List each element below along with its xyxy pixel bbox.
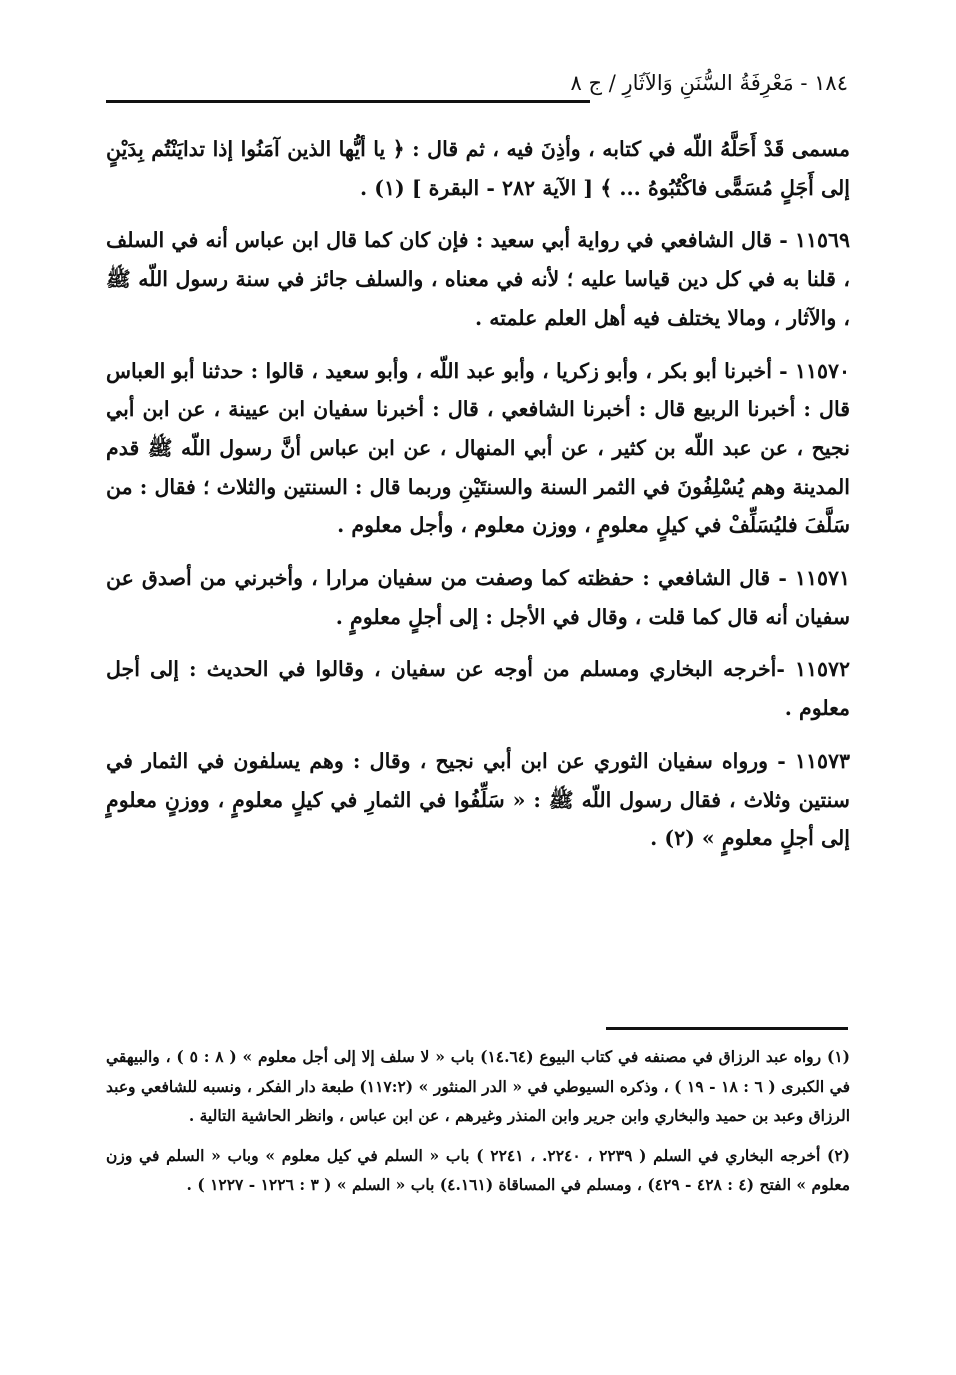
paragraph-11572: ١١٥٧٢ -أخرجه البخاري ومسلم من أوجه عن سفيان ، وقالوا في الحديث : إلى أجل معلوم . — [106, 657, 850, 721]
header-rule — [106, 100, 590, 103]
paragraph-quran-verse: مسمى قَدْ أَحَلَّهُ اللّه في كتابه ، وأذِنَ فيه ، ثم قال : ﴿ يا أيُّها الذين آمَنُوا إذا تدايَنْتُم بِدَيْنٍ إلى أَجَلٍ مُسَمًّى فاكْتُبُوهُ ... ﴾ [ الآية ٢٨٢ - البقرة ] (١) . — [106, 137, 850, 200]
paragraph-11569: ١١٥٦٩ - قال الشافعي في رواية أبي سعيد : فإن كان كما قال ابن عباس أنه في السلف ، قلنا به في كل دين قياسا عليه ؛ لأنه في معناه ، والسلف جائز في سنة رسول اللّه ﷺ ، والآثار ، ومالا يختلف فيه أهل العلم علمته . — [106, 228, 850, 330]
paragraph-11573: ١١٥٧٣ - ورواه سفيان الثوري عن ابن أبي نجيح ، وقال : وهم يسلفون في الثمار في سنتين وثلاث ، فقال رسول اللّه ﷺ : « سَلِّفُوا في الثمارِ في كيلٍ معلومٍ ، ووزنٍ معلومٍ إلى أجلٍ معلومٍ » (٢) . — [106, 748, 850, 851]
footnote-1: (١) رواه عبد الرزاق في مصنفه في كتاب البيوع (١٤.٦٤) باب « لا سلف إلا إلى أجل معلوم » ( ٨ : ٥ ) ، والبيهقي في الكبرى ( ٦ : ١٨ - ١٩ ) ، وذكره السيوطي في « الدر المنثور » (١١٧:٢) طبعة دار الفكر ، ونسبه للشافعي وعبد الرزاق وعبد بن حميد والبخاري وابن جرير وابن المنذر وغيرهم ، عن ابن عباس ، وانظر الحاشية التالية . — [106, 1047, 851, 1126]
footnotes — [106, 1042, 850, 1210]
running-header: ١٨٤ - مَعْرِفَةُ السُّنَنِ وَالآثَارِ / ج ٨ — [570, 71, 848, 95]
main-text — [106, 130, 850, 872]
footnote-2: (٢) أخرجه البخاري في السلم ( ٢٢٣٩ ، ٢٢٤٠. ، ٢٢٤١ ) باب « السلم في كيل معلوم » وباب « السلم في وزن معلوم » الفتح (٤ : ٤٢٨ - ٤٢٩) ، ومسلم في المساقاة (٤.١٦١) باب « السلم » ( ٣ : ١٢٢٦ - ١٢٢٧ ) . — [106, 1145, 851, 1195]
footnote-rule — [606, 1027, 848, 1030]
paragraph-11571: ١١٥٧١ - قال الشافعي : حفظته كما وصفت من سفيان مرارا ، وأخبرني من أصدق عن سفيان أنه قال كما قلت ، وقال في الأجل : إلى أجلٍ معلومٍ . — [106, 566, 850, 629]
paragraph-11570: ١١٥٧٠ - أخبرنا أبو بكر ، وأبو زكريا ، وأبو عبد اللّه ، وأبو سعيد ، قالوا : حدثنا أبو العباس قال : أخبرنا الربيع قال : أخبرنا الشافعي ، قال : أخبرنا سفيان ابن عيينة ، عن ابن أبي نجيح ، عن عبد اللّه بن كثير ، عن أبي المنهال ، عن ابن عباس أنَّ رسول اللّه ﷺ قدم المدينة وهم يُسْلِفُونَ في الثمر السنة والسنتَيْنِ وربما قال : السنتين والثلاث ؛ فقال : من سَلَّفَ فليُسَلِّفْ في كيلٍ معلومٍ ، ووزن معلوم ، وأجل معلوم . — [106, 358, 850, 538]
